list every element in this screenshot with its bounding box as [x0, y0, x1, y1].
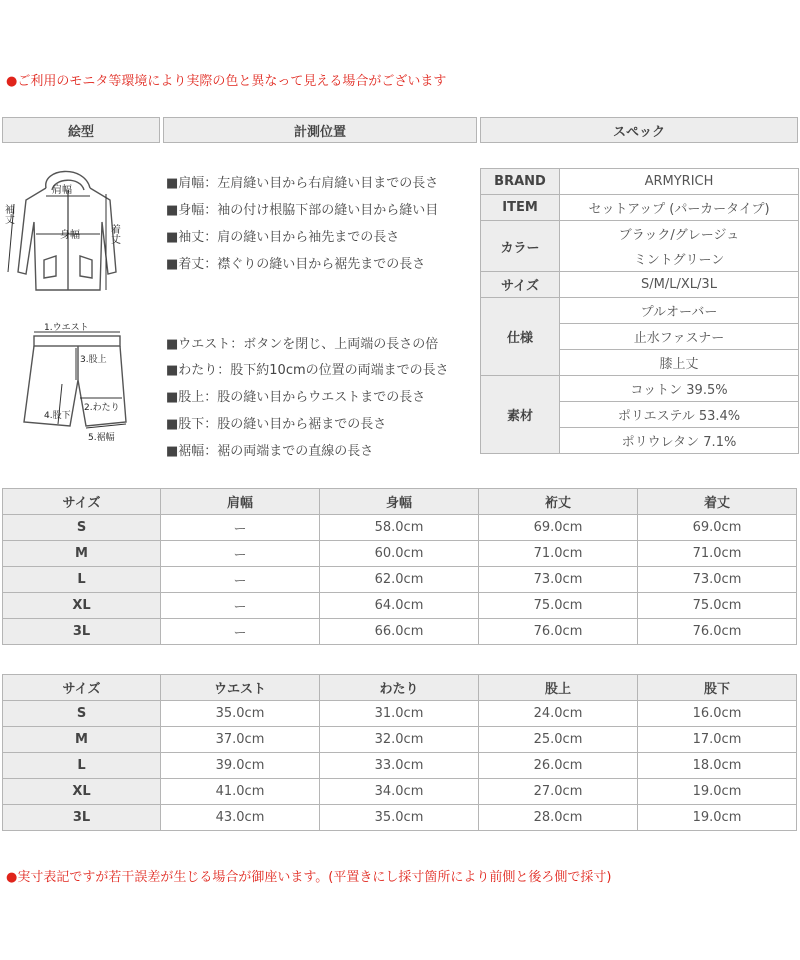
shorts-label-rise: 3.股上	[80, 355, 107, 365]
table-cell: 27.0cm	[479, 779, 638, 805]
table-cell: 19.0cm	[638, 779, 797, 805]
row-size-label: S	[3, 701, 161, 727]
table-cell: ー	[161, 619, 320, 645]
bottom-size-table	[2, 674, 797, 831]
column-header: 身幅	[320, 489, 479, 515]
table-cell: 43.0cm	[161, 805, 320, 831]
table-cell: 26.0cm	[479, 753, 638, 779]
table-row	[3, 567, 797, 593]
spec-label: 仕様	[481, 298, 560, 376]
table-cell: 69.0cm	[479, 515, 638, 541]
measure-body-width: ■身幅：袖の付け根脇下部の縫い目から縫い目	[166, 203, 439, 218]
table-cell: 18.0cm	[638, 753, 797, 779]
spec-label: カラー	[481, 221, 560, 272]
hoodie-label-length: 着丈	[108, 224, 120, 244]
spec-table	[480, 168, 799, 454]
spec-row-feature	[481, 298, 799, 324]
table-cell: 64.0cm	[320, 593, 479, 619]
table-cell: 76.0cm	[479, 619, 638, 645]
table-cell: 76.0cm	[638, 619, 797, 645]
table-row	[3, 515, 797, 541]
top-size-table	[2, 488, 797, 645]
row-size-label: 3L	[3, 619, 161, 645]
table-cell: ー	[161, 567, 320, 593]
table-row	[3, 619, 797, 645]
row-size-label: L	[3, 753, 161, 779]
hoodie-illustration	[4, 160, 134, 300]
measure-waist: ■ウエスト：ボタンを閉じ、上両端の長さの倍	[166, 337, 439, 352]
table-cell: 35.0cm	[161, 701, 320, 727]
table-cell: 34.0cm	[320, 779, 479, 805]
spec-value: プルオーバー	[560, 298, 799, 324]
spec-value: ミントグリーン	[560, 246, 799, 272]
spec-label: ITEM	[481, 195, 560, 221]
row-size-label: XL	[3, 779, 161, 805]
measurement-disclaimer-note: ●実寸表記ですが若干誤差が生じる場合が御座います。(平置きにし採寸箇所により前側と後ろ側で採寸)	[6, 870, 612, 885]
row-size-label: 3L	[3, 805, 161, 831]
table-cell: 39.0cm	[161, 753, 320, 779]
spec-row-color	[481, 221, 799, 247]
table-cell: 35.0cm	[320, 805, 479, 831]
hoodie-label-sleeve: 袖丈	[2, 204, 14, 224]
column-header: 着丈	[638, 489, 797, 515]
row-size-label: M	[3, 727, 161, 753]
table-cell: 75.0cm	[479, 593, 638, 619]
shorts-illustration	[14, 318, 134, 446]
measure-inseam: ■股下：股の縫い目から裾までの長さ	[166, 417, 387, 432]
color-disclaimer-note: ●ご利用のモニタ等環境により実際の色と異なって見える場合がございます	[6, 74, 447, 89]
table-cell: 19.0cm	[638, 805, 797, 831]
table-cell: ー	[161, 541, 320, 567]
table-cell: 33.0cm	[320, 753, 479, 779]
measure-rise: ■股上：股の縫い目からウエストまでの長さ	[166, 390, 426, 405]
spec-value: ポリエステル 53.4%	[560, 402, 799, 428]
table-cell: 41.0cm	[161, 779, 320, 805]
column-header: 股下	[638, 675, 797, 701]
header-spec: スペック	[480, 117, 798, 143]
table-cell: 16.0cm	[638, 701, 797, 727]
table-header-row	[3, 675, 797, 701]
spec-row-brand	[481, 169, 799, 195]
table-row	[3, 779, 797, 805]
table-cell: 25.0cm	[479, 727, 638, 753]
column-header: 股上	[479, 675, 638, 701]
table-row	[3, 753, 797, 779]
table-cell: ー	[161, 515, 320, 541]
measure-sleeve: ■袖丈：肩の縫い目から袖先までの長さ	[166, 230, 400, 245]
table-row	[3, 593, 797, 619]
spec-value: 止水ファスナー	[560, 324, 799, 350]
table-cell: 31.0cm	[320, 701, 479, 727]
table-cell: 73.0cm	[638, 567, 797, 593]
table-header-row	[3, 489, 797, 515]
table-row	[3, 541, 797, 567]
table-row	[3, 805, 797, 831]
table-cell: 60.0cm	[320, 541, 479, 567]
measure-shoulder: ■肩幅：左肩縫い目から右肩縫い目までの長さ	[166, 176, 439, 191]
table-row	[3, 727, 797, 753]
table-cell: 17.0cm	[638, 727, 797, 753]
table-row	[3, 701, 797, 727]
spec-value: ARMYRICH	[560, 169, 799, 195]
spec-row-material	[481, 376, 799, 402]
spec-value: S/M/L/XL/3L	[560, 272, 799, 298]
measure-hem: ■裾幅：裾の両端までの直線の長さ	[166, 444, 374, 459]
spec-value: コットン 39.5%	[560, 376, 799, 402]
table-cell: 28.0cm	[479, 805, 638, 831]
spec-value: セットアップ (パーカータイプ)	[560, 195, 799, 221]
row-size-label: M	[3, 541, 161, 567]
table-cell: ー	[161, 593, 320, 619]
table-cell: 62.0cm	[320, 567, 479, 593]
column-header: 裄丈	[479, 489, 638, 515]
column-header: サイズ	[3, 675, 161, 701]
column-header: わたり	[320, 675, 479, 701]
table-cell: 75.0cm	[638, 593, 797, 619]
spec-value: 膝上丈	[560, 350, 799, 376]
header-measure-position: 計測位置	[163, 117, 477, 143]
table-cell: 69.0cm	[638, 515, 797, 541]
table-cell: 24.0cm	[479, 701, 638, 727]
spec-value: ブラック/グレージュ	[560, 221, 799, 247]
measure-thigh: ■わたり：股下約10cmの位置の両端までの長さ	[166, 363, 449, 378]
shorts-label-inseam: 4.股下	[44, 411, 71, 421]
row-size-label: L	[3, 567, 161, 593]
column-header: 肩幅	[161, 489, 320, 515]
column-header: サイズ	[3, 489, 161, 515]
spec-label: 素材	[481, 376, 560, 454]
spec-value: ポリウレタン 7.1%	[560, 428, 799, 454]
header-illustration: 絵型	[2, 117, 160, 143]
table-cell: 71.0cm	[479, 541, 638, 567]
shorts-label-hem: 5.裾幅	[88, 433, 115, 443]
spec-row-item	[481, 195, 799, 221]
table-cell: 32.0cm	[320, 727, 479, 753]
shorts-label-thigh: 2.わたり	[84, 403, 120, 413]
row-size-label: S	[3, 515, 161, 541]
shorts-label-waist: 1.ウエスト	[44, 323, 89, 333]
table-cell: 66.0cm	[320, 619, 479, 645]
table-cell: 58.0cm	[320, 515, 479, 541]
spec-label: BRAND	[481, 169, 560, 195]
table-cell: 37.0cm	[161, 727, 320, 753]
row-size-label: XL	[3, 593, 161, 619]
measure-length: ■着丈：襟ぐりの縫い目から裾先までの長さ	[166, 257, 426, 272]
spec-label: サイズ	[481, 272, 560, 298]
hoodie-label-body-width: 身幅	[60, 230, 80, 241]
column-header: ウエスト	[161, 675, 320, 701]
table-cell: 73.0cm	[479, 567, 638, 593]
table-cell: 71.0cm	[638, 541, 797, 567]
spec-row-size	[481, 272, 799, 298]
hoodie-label-shoulder: 肩幅	[52, 185, 72, 196]
